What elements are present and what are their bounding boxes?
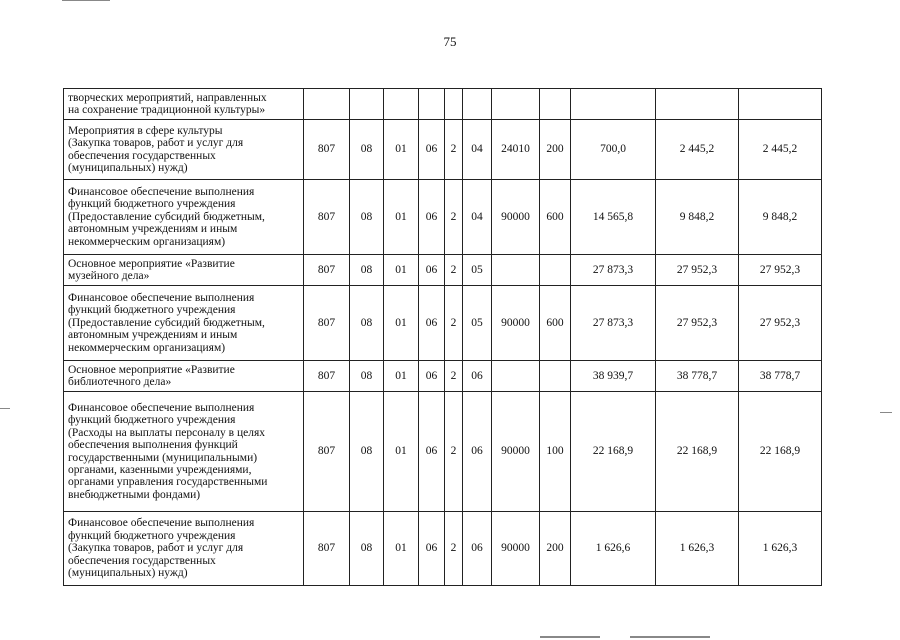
row-cell: 100 — [540, 392, 571, 512]
row-cell: 2 445,2 — [739, 120, 822, 180]
row-cell — [492, 361, 540, 392]
row-cell — [739, 89, 822, 120]
row-cell: 14 565,8 — [571, 180, 656, 255]
row-cell — [492, 255, 540, 286]
row-cell: 08 — [350, 512, 384, 586]
row-cell: 2 445,2 — [656, 120, 739, 180]
row-cell: 08 — [350, 255, 384, 286]
table-row — [64, 286, 822, 361]
row-cell: 08 — [350, 120, 384, 180]
row-cell: 27 952,3 — [739, 255, 822, 286]
row-cell: 06 — [419, 255, 445, 286]
row-cell: 38 778,7 — [739, 361, 822, 392]
page-number: 75 — [443, 34, 457, 49]
budget-table — [63, 88, 822, 586]
row-cell: 06 — [419, 512, 445, 586]
row-cell — [656, 89, 739, 120]
row-cell: 05 — [463, 286, 492, 361]
row-cell: 08 — [350, 286, 384, 361]
row-cell: 06 — [419, 180, 445, 255]
table-row — [64, 180, 822, 255]
row-cell — [419, 89, 445, 120]
scan-artifact — [62, 0, 110, 1]
row-cell: 01 — [384, 120, 419, 180]
row-cell: 24010 — [492, 120, 540, 180]
row-cell: 2 — [445, 286, 463, 361]
row-cell — [384, 89, 419, 120]
row-cell: 06 — [419, 361, 445, 392]
row-cell: 1 626,3 — [656, 512, 739, 586]
row-cell: 01 — [384, 512, 419, 586]
row-cell: 9 848,2 — [739, 180, 822, 255]
row-cell: 01 — [384, 255, 419, 286]
scan-artifact — [630, 636, 710, 638]
row-cell — [540, 361, 571, 392]
row-cell: 06 — [463, 392, 492, 512]
row-cell: 38 778,7 — [656, 361, 739, 392]
row-description: творческих мероприятий, направленных на сохранение традиционной культуры» — [64, 89, 304, 120]
row-cell: 90000 — [492, 512, 540, 586]
row-cell: 27 952,3 — [656, 286, 739, 361]
row-cell — [445, 89, 463, 120]
row-cell — [540, 255, 571, 286]
row-description: Финансовое обеспечение выполнения функций бюджетного учреждения (Предоставление субсидий бюджетным, автономным учреждениям и иным некоммерческим организациям) — [64, 180, 304, 255]
row-cell: 200 — [540, 120, 571, 180]
row-cell: 807 — [304, 255, 350, 286]
row-cell: 22 168,9 — [571, 392, 656, 512]
row-description: Финансовое обеспечение выполнения функций бюджетного учреждения (Расходы на выплаты персоналу в целях обеспечения выполнения функций государственными (муниципальными) органами, казенными учреждениями, органами управления государственными внебюджетными фондами) — [64, 392, 304, 512]
row-cell: 05 — [463, 255, 492, 286]
row-description: Финансовое обеспечение выполнения функций бюджетного учреждения (Предоставление субсидий бюджетным, автономным учреждениям и иным некоммерческим организациям) — [64, 286, 304, 361]
row-description: Основное мероприятие «Развитие библиотечного дела» — [64, 361, 304, 392]
row-cell: 04 — [463, 120, 492, 180]
row-cell: 90000 — [492, 286, 540, 361]
row-cell: 27 873,3 — [571, 286, 656, 361]
row-cell: 27 952,3 — [656, 255, 739, 286]
row-cell: 2 — [445, 512, 463, 586]
row-cell: 1 626,6 — [571, 512, 656, 586]
row-cell: 807 — [304, 286, 350, 361]
row-cell: 01 — [384, 180, 419, 255]
row-cell — [571, 89, 656, 120]
scan-artifact — [540, 636, 600, 638]
row-cell: 90000 — [492, 180, 540, 255]
row-cell: 807 — [304, 361, 350, 392]
table-row — [64, 255, 822, 286]
table-row — [64, 392, 822, 512]
row-cell: 807 — [304, 120, 350, 180]
row-cell: 08 — [350, 392, 384, 512]
row-cell — [350, 89, 384, 120]
row-cell — [540, 89, 571, 120]
row-cell: 90000 — [492, 392, 540, 512]
table-row — [64, 512, 822, 586]
row-cell: 06 — [419, 286, 445, 361]
row-cell: 22 168,9 — [656, 392, 739, 512]
row-cell: 9 848,2 — [656, 180, 739, 255]
row-cell: 01 — [384, 361, 419, 392]
row-cell: 700,0 — [571, 120, 656, 180]
row-cell: 08 — [350, 361, 384, 392]
row-cell: 1 626,3 — [739, 512, 822, 586]
row-cell: 807 — [304, 392, 350, 512]
row-description: Основное мероприятие «Развитие музейного дела» — [64, 255, 304, 286]
row-cell: 06 — [463, 512, 492, 586]
row-description: Мероприятия в сфере культуры (Закупка товаров, работ и услуг для обеспечения государственных (муниципальных) нужд) — [64, 120, 304, 180]
row-cell: 27 873,3 — [571, 255, 656, 286]
row-cell: 06 — [419, 120, 445, 180]
row-cell: 2 — [445, 392, 463, 512]
row-cell — [304, 89, 350, 120]
row-cell: 600 — [540, 180, 571, 255]
row-cell: 2 — [445, 120, 463, 180]
row-cell: 807 — [304, 512, 350, 586]
row-cell: 01 — [384, 286, 419, 361]
row-cell: 2 — [445, 180, 463, 255]
row-description: Финансовое обеспечение выполнения функций бюджетного учреждения (Закупка товаров, работ и услуг для обеспечения государственных (муниципальных) нужд) — [64, 512, 304, 586]
row-cell: 38 939,7 — [571, 361, 656, 392]
table-row — [64, 361, 822, 392]
table-row — [64, 120, 822, 180]
scan-artifact — [880, 412, 892, 413]
row-cell: 600 — [540, 286, 571, 361]
row-cell: 01 — [384, 392, 419, 512]
row-cell: 04 — [463, 180, 492, 255]
row-cell: 2 — [445, 361, 463, 392]
row-cell — [463, 89, 492, 120]
row-cell: 06 — [463, 361, 492, 392]
row-cell: 22 168,9 — [739, 392, 822, 512]
row-cell: 08 — [350, 180, 384, 255]
scan-artifact — [0, 408, 10, 409]
table-row — [64, 89, 822, 120]
row-cell: 200 — [540, 512, 571, 586]
row-cell: 27 952,3 — [739, 286, 822, 361]
row-cell — [492, 89, 540, 120]
row-cell: 2 — [445, 255, 463, 286]
row-cell: 807 — [304, 180, 350, 255]
row-cell: 06 — [419, 392, 445, 512]
